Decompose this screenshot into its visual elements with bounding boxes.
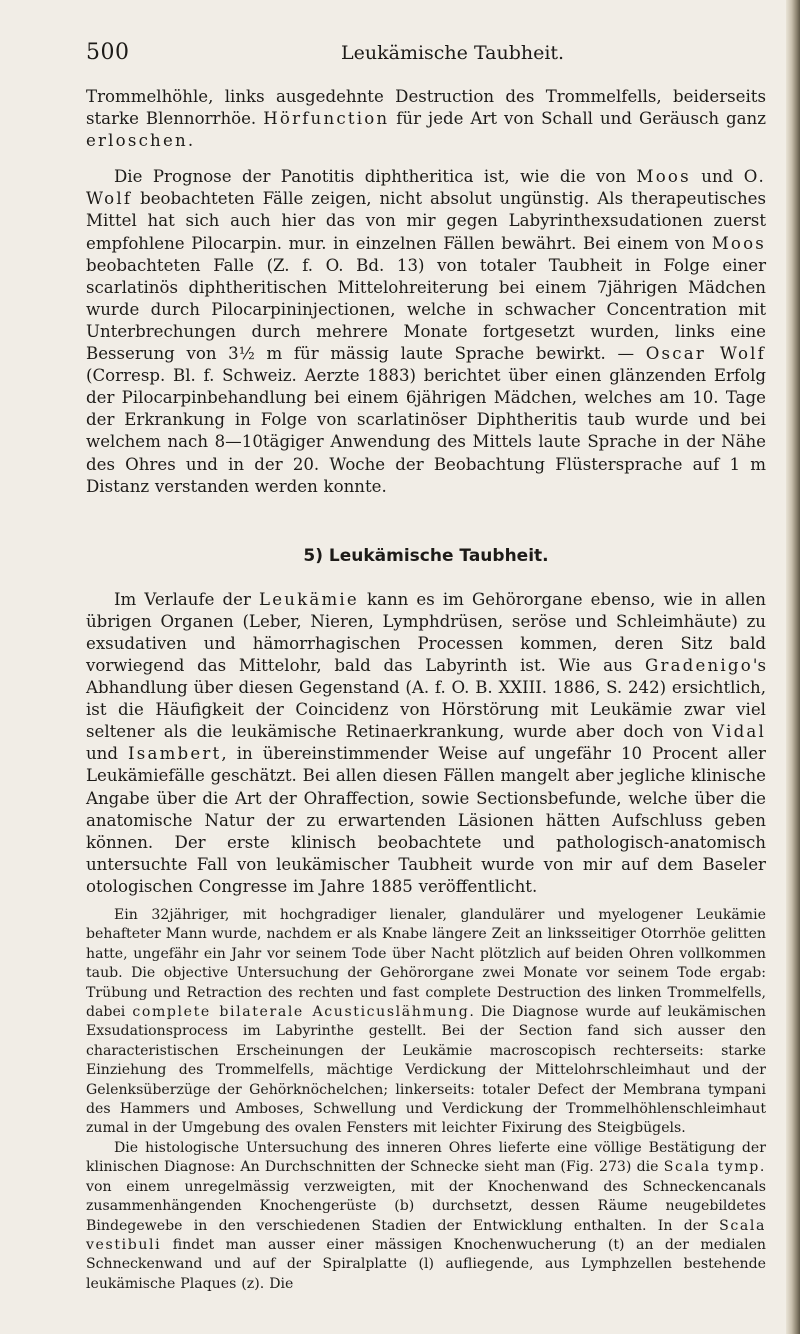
text-run: Ein 32jähriger, mit hochgradiger lienaler, glandulärer und myelogener Leukämie behafteter Mann wurde, nachdem er als Knabe längere Zeit an linksseitiger Otorrhöe gelitten hatte, ungefähr ein Jahr vor seinem Tode über Nacht plötzlich auf beiden Ohren vollkommen taub. Die objective Untersuchung der Gehörorgane zwei Monate vor seinem Tode ergab: Trübung und Retraction des rechten und fast complete Destruction des linken Trommelfells, dabei: [86, 907, 766, 1021]
text-run: Die histologische Untersuchung des inneren Ohres lieferte eine völlige Bestätigung der klinischen Diagnose: An Durchschnitten der Schnecke sieht man (Fig. 273) die: [86, 1139, 766, 1176]
running-title: Leukämische Taubheit.: [341, 42, 565, 64]
author-wolf: O. Wolf: [86, 167, 767, 209]
text-run: . Die Diagnose wurde auf leukämischen Exsudationsprocess im Labyrinthe gestellt. Bei der Section fand sich ausser den characteristischen Erscheinungen der Leukämie macroscopisch rechterseits: starke Einziehung des Trommelfells, mächtige Verdickung der Mittelohrschleimhaut und der Gelenksüberzüge der Gehörknöchelchen; linkerseits: totaler Defect der Membrana tympani des Hammers und Amboses, Schwellung und Verdickung der Trommelhöhlenschleimhaut zumal in der Umgebung des ovalen Fensters mit leichter Fixirung des Steigbügels.: [86, 1004, 766, 1137]
emphasis-scala-vestibuli: Scala vestibuli: [86, 1217, 766, 1253]
text-run: (Corresp. Bl. f. Schweiz. Aerzte 1883) berichtet über einen glänzenden Erfolg der Pilocarpinbehandlung bei einem 6jährigen Mädchen, welches am 10. Tage der Erkrankung in Folge von scarlatinöser Diphtheritis taub wurde und bei welchem nach 8—10tägiger Anwendung des Mittels laute Sprache in der Nähe des Ohres und in der 20. Woche der Beobachtung Flüstersprache auf 1 m Distanz verstanden werden konnte.: [86, 366, 766, 496]
text-run: Im Verlaufe der: [114, 589, 259, 609]
text-run: Die Prognose der Panotitis diphtheritica ist, wie die von: [114, 167, 637, 187]
text-run: Trommelhöhle, links ausgedehnte Destruction des Trommelfells, beiderseits starke Blennorrhöe.: [86, 87, 766, 129]
page-number: 500: [86, 40, 130, 65]
emphasis-acusticuslaehmung: complete bilaterale Acusticuslähmung: [132, 1004, 470, 1021]
text-run: findet man ausser einer mässigen Knochenwucherung (t) an der medialen Schneckenwand und auf der Spiralplatte (l) aufliegende, aus Lymphzellen bestehende leukämische Plaques (z). Die: [86, 1236, 766, 1292]
author-moos: Moos: [636, 167, 691, 187]
text-run: für jede Art von Schall und Geräusch ganz: [389, 109, 766, 129]
text-run: beobachteten Falle (Z. f. O. Bd. 13) von totaler Taubheit in Folge einer scarlatinös diphtheritischen Mittelohreiterung bei einem 7jährigen Mädchen wurde durch Pilocarpininjectionen, welche in schwacher Concentration mit Unterbrechungen durch mehrere Monate fortgesetzt wurden, links eine Besserung von 3½ m für mässig laute Sprache bewirkt. —: [86, 255, 766, 364]
author-isambert: Isambert: [128, 744, 222, 764]
running-head: [86, 40, 766, 66]
paragraph-leukaemie: [86, 589, 766, 898]
paragraph-case-report: [86, 906, 766, 1139]
text-run: , in übereinstimmender Weise auf ungefähr 10 Procent aller Leukämiefälle geschätzt. Bei allen diesen Fällen mangelt aber jegliche klinische Angabe über die Art der Ohraffection, sowie Sectionsbefunde, welche über die anatomische Natur der zu erwartenden Läsionen hätten Aufschluss geben können. Der erste klinisch beobachtete und pathologisch-anatomisch untersuchte Fall von leukämischer Taubheit wurde von mir auf dem Baseler otologischen Congresse im Jahre 1885 veröffentlicht.: [86, 744, 766, 896]
text-run: und: [690, 167, 744, 187]
emphasis-leukaemie: Leukämie: [258, 589, 359, 609]
emphasis-erloschen: erloschen: [86, 131, 188, 151]
paragraph-histology: [86, 1139, 766, 1294]
section-heading: 5) Leukämische Taubheit.: [303, 545, 549, 566]
author-moos: Moos: [711, 233, 766, 253]
author-oscar-wolf: Oscar Wolf: [645, 344, 766, 364]
text-run: kann es im Gehörorgane ebenso, wie in allen übrigen Organen (Leber, Nieren, Lymphdrüsen, seröse und Schleimhäute) zu exsudativen und hämorrhagischen Processen kommen, deren Sitz bald vorwiegend das Mittelohr, bald das Labyrinth ist. Wie aus: [86, 589, 766, 675]
text-run: beobachteten Fälle zeigen, nicht absolut ungünstig. Als therapeutisches Mittel hat sich auch hier das von mir gegen Labyrinthexsudationen zuerst empfohlene Pilocarpin. mur. in einzelnen Fällen bewährt. Bei einem von: [86, 189, 766, 253]
paragraph-prognose: [86, 166, 766, 497]
emphasis-scala-tymp: Scala tymp.: [663, 1159, 766, 1176]
page-edge-shadow: [786, 0, 800, 1334]
page-body: [86, 86, 766, 1294]
text-run: 's Abhandlung über diesen Gegenstand (A. f. O. B. XXIII. 1886, S. 242) ersichtlich, ist die Häufigkeit der Coincidenz von Hörstörung mit Leukämie zwar viel seltener als die leukämische Retinaerkrankung, wurde aber doch von: [86, 655, 766, 742]
emphasis-hoerfunction: Hörfunction: [263, 109, 390, 129]
author-vidal: Vidal: [712, 722, 766, 742]
text-run: und: [86, 744, 129, 764]
text-run: .: [187, 131, 194, 151]
paragraph-continuation: [86, 86, 766, 152]
text-run: von einem unregelmässig verzweigten, mit der Knochenwand des Schneckencanals zusammenhängenden Knochengerüste (b) durchsetzt, dessen Räume neugebildetes Bindegewebe in den verschiedenen Stadien der Entwicklung enthalten. In der: [86, 1178, 766, 1234]
author-gradenigo: Gradenigo: [644, 655, 753, 675]
